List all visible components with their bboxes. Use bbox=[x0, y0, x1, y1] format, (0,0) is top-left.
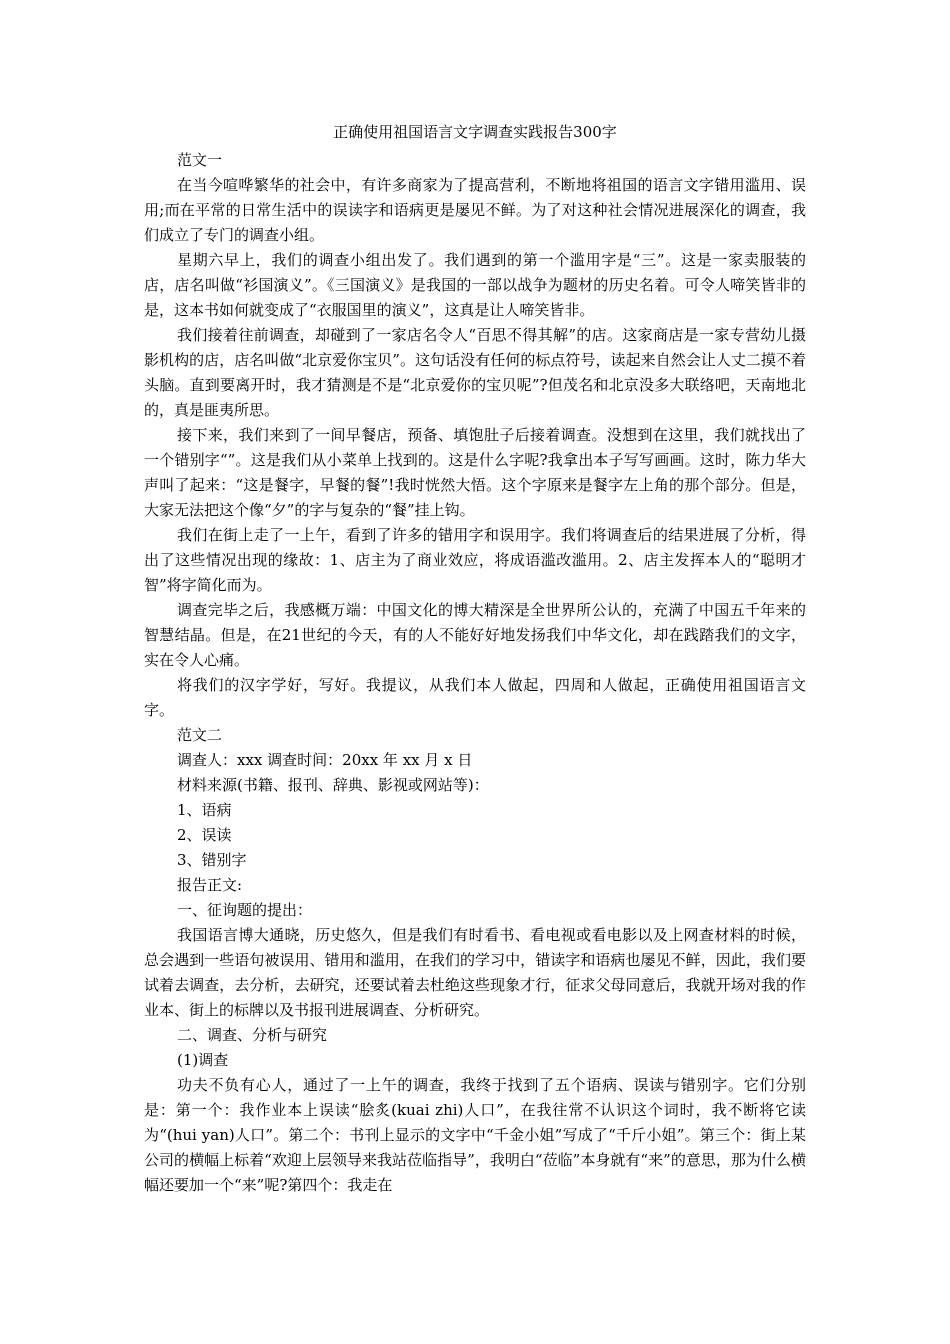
paragraph: 我们在街上走了一上午，看到了许多的错用字和误用字。我们将调查后的结果进展了分析，得出了这些情况出现的缘故：1、店主为了商业效应，将成语滥改滥用。2、店主发挥本人的“聪明才智”将字简化而为。 bbox=[144, 526, 806, 594]
paragraph: 功夫不负有心人，通过了一上午的调查，我终于找到了五个语病、误读与错别字。它们分别是：第一个：我作业本上误读“脍炙(kuai zhi)人口”，在我往常不认识这个词时，我不断将它读为“(hui yan)人口”。第二个：书刊上显示的文字中“千金小姐”写成了“千斤小姐”。第三个：街上某公司的横幅上标着“欢迎上层领导来我站莅临指导”，我明白“莅临”本身就有“来”的意思，那为什么横幅还要加一个“来”呢?第四个：我走在 bbox=[144, 1076, 806, 1194]
meta-line: 3、错别字 bbox=[177, 851, 247, 869]
meta-line: 1、语病 bbox=[177, 801, 232, 819]
document-page bbox=[144, 118, 806, 1198]
section-heading-1: 范文一 bbox=[177, 151, 223, 169]
paragraph: 我们接着往前调查，却碰到了一家店名令人“百思不得其解”的店。这家商店是一家专营幼儿摄影机构的店，店名叫做“北京爱你宝贝”。这句话没有任何的标点符号，读起来自然会让人丈二摸不着头脑。直到要离开时，我才猜测是不是“北京爱你的宝贝呢”?但茂名和北京没多大联络吧，天南地北的，真是匪夷所思。 bbox=[144, 326, 806, 419]
subheading: 二、调查、分析与研究 bbox=[177, 1026, 328, 1044]
paragraph: 调查完毕之后，我感概万端：中国文化的博大精深是全世界所公认的，充满了中国五千年来的智慧结晶。但是，在21世纪的今天，有的人不能好好地发扬我们中华文化，却在践踏我们的文字，实在令人心痛。 bbox=[144, 601, 806, 669]
meta-line: 材料来源(书籍、报刊、辞典、影视或网站等)： bbox=[177, 776, 489, 794]
paragraph: 星期六早上，我们的调查小组出发了。我们遇到的第一个滥用字是“三”。这是一家卖服装的店，店名叫做“衫国演义”。《三国演义》是我国的一部以战争为题材的历史名着。可令人啼笑皆非的是，这本书如何就变成了“衣服国里的演义”，这真是让人啼笑皆非。 bbox=[144, 251, 806, 319]
meta-line: 报告正文: bbox=[177, 876, 243, 894]
paragraph: 将我们的汉字学好，写好。我提议，从我们本人做起，四周和人做起，正确使用祖国语言文字。 bbox=[144, 676, 806, 719]
subheading: (1)调查 bbox=[177, 1051, 229, 1069]
paragraph: 接下来，我们来到了一间早餐店，预备、填饱肚子后接着调查。没想到在这里，我们就找出了一个错别字“”。这是我们从小菜单上找到的。这是什么字呢?我拿出本子写写画画。这时，陈力华大声叫了起来：“这是餐字，早餐的餐”!我时恍然大悟。这个字原来是餐字左上角的那个部分。但是，大家无法把这个像“夕”的字与复杂的“餐”挂上钩。 bbox=[144, 426, 806, 519]
document-title: 正确使用祖国语言文字调查实践报告300字 bbox=[333, 123, 617, 141]
paragraph: 我国语言博大通晓，历史悠久，但是我们有时看书、看电视或看电影以及上网查材料的时候，总会遇到一些语句被误用、错用和滥用，在我们的学习中，错读字和语病也屡见不鲜，因此，我们要试着去调查，去分析，去研究，还要试着去杜绝这些现象才行，征求父母同意后，我就开场对我的作业本、街上的标牌以及书报刊进展调查、分析研究。 bbox=[144, 926, 806, 1019]
meta-line: 调查人：xxx 调查时间：20xx 年 xx 月 x 日 bbox=[177, 751, 473, 769]
paragraph: 在当今喧哗繁华的社会中，有许多商家为了提高营利，不断地将祖国的语言文字错用滥用、误用;而在平常的日常生活中的误读字和语病更是屡见不鲜。为了对这种社会情况进展深化的调查，我们成立了专门的调查小组。 bbox=[144, 176, 806, 244]
meta-line: 2、误读 bbox=[177, 826, 232, 844]
section-heading-2: 范文二 bbox=[177, 726, 223, 744]
meta-line: 一、征询题的提出： bbox=[177, 901, 313, 919]
